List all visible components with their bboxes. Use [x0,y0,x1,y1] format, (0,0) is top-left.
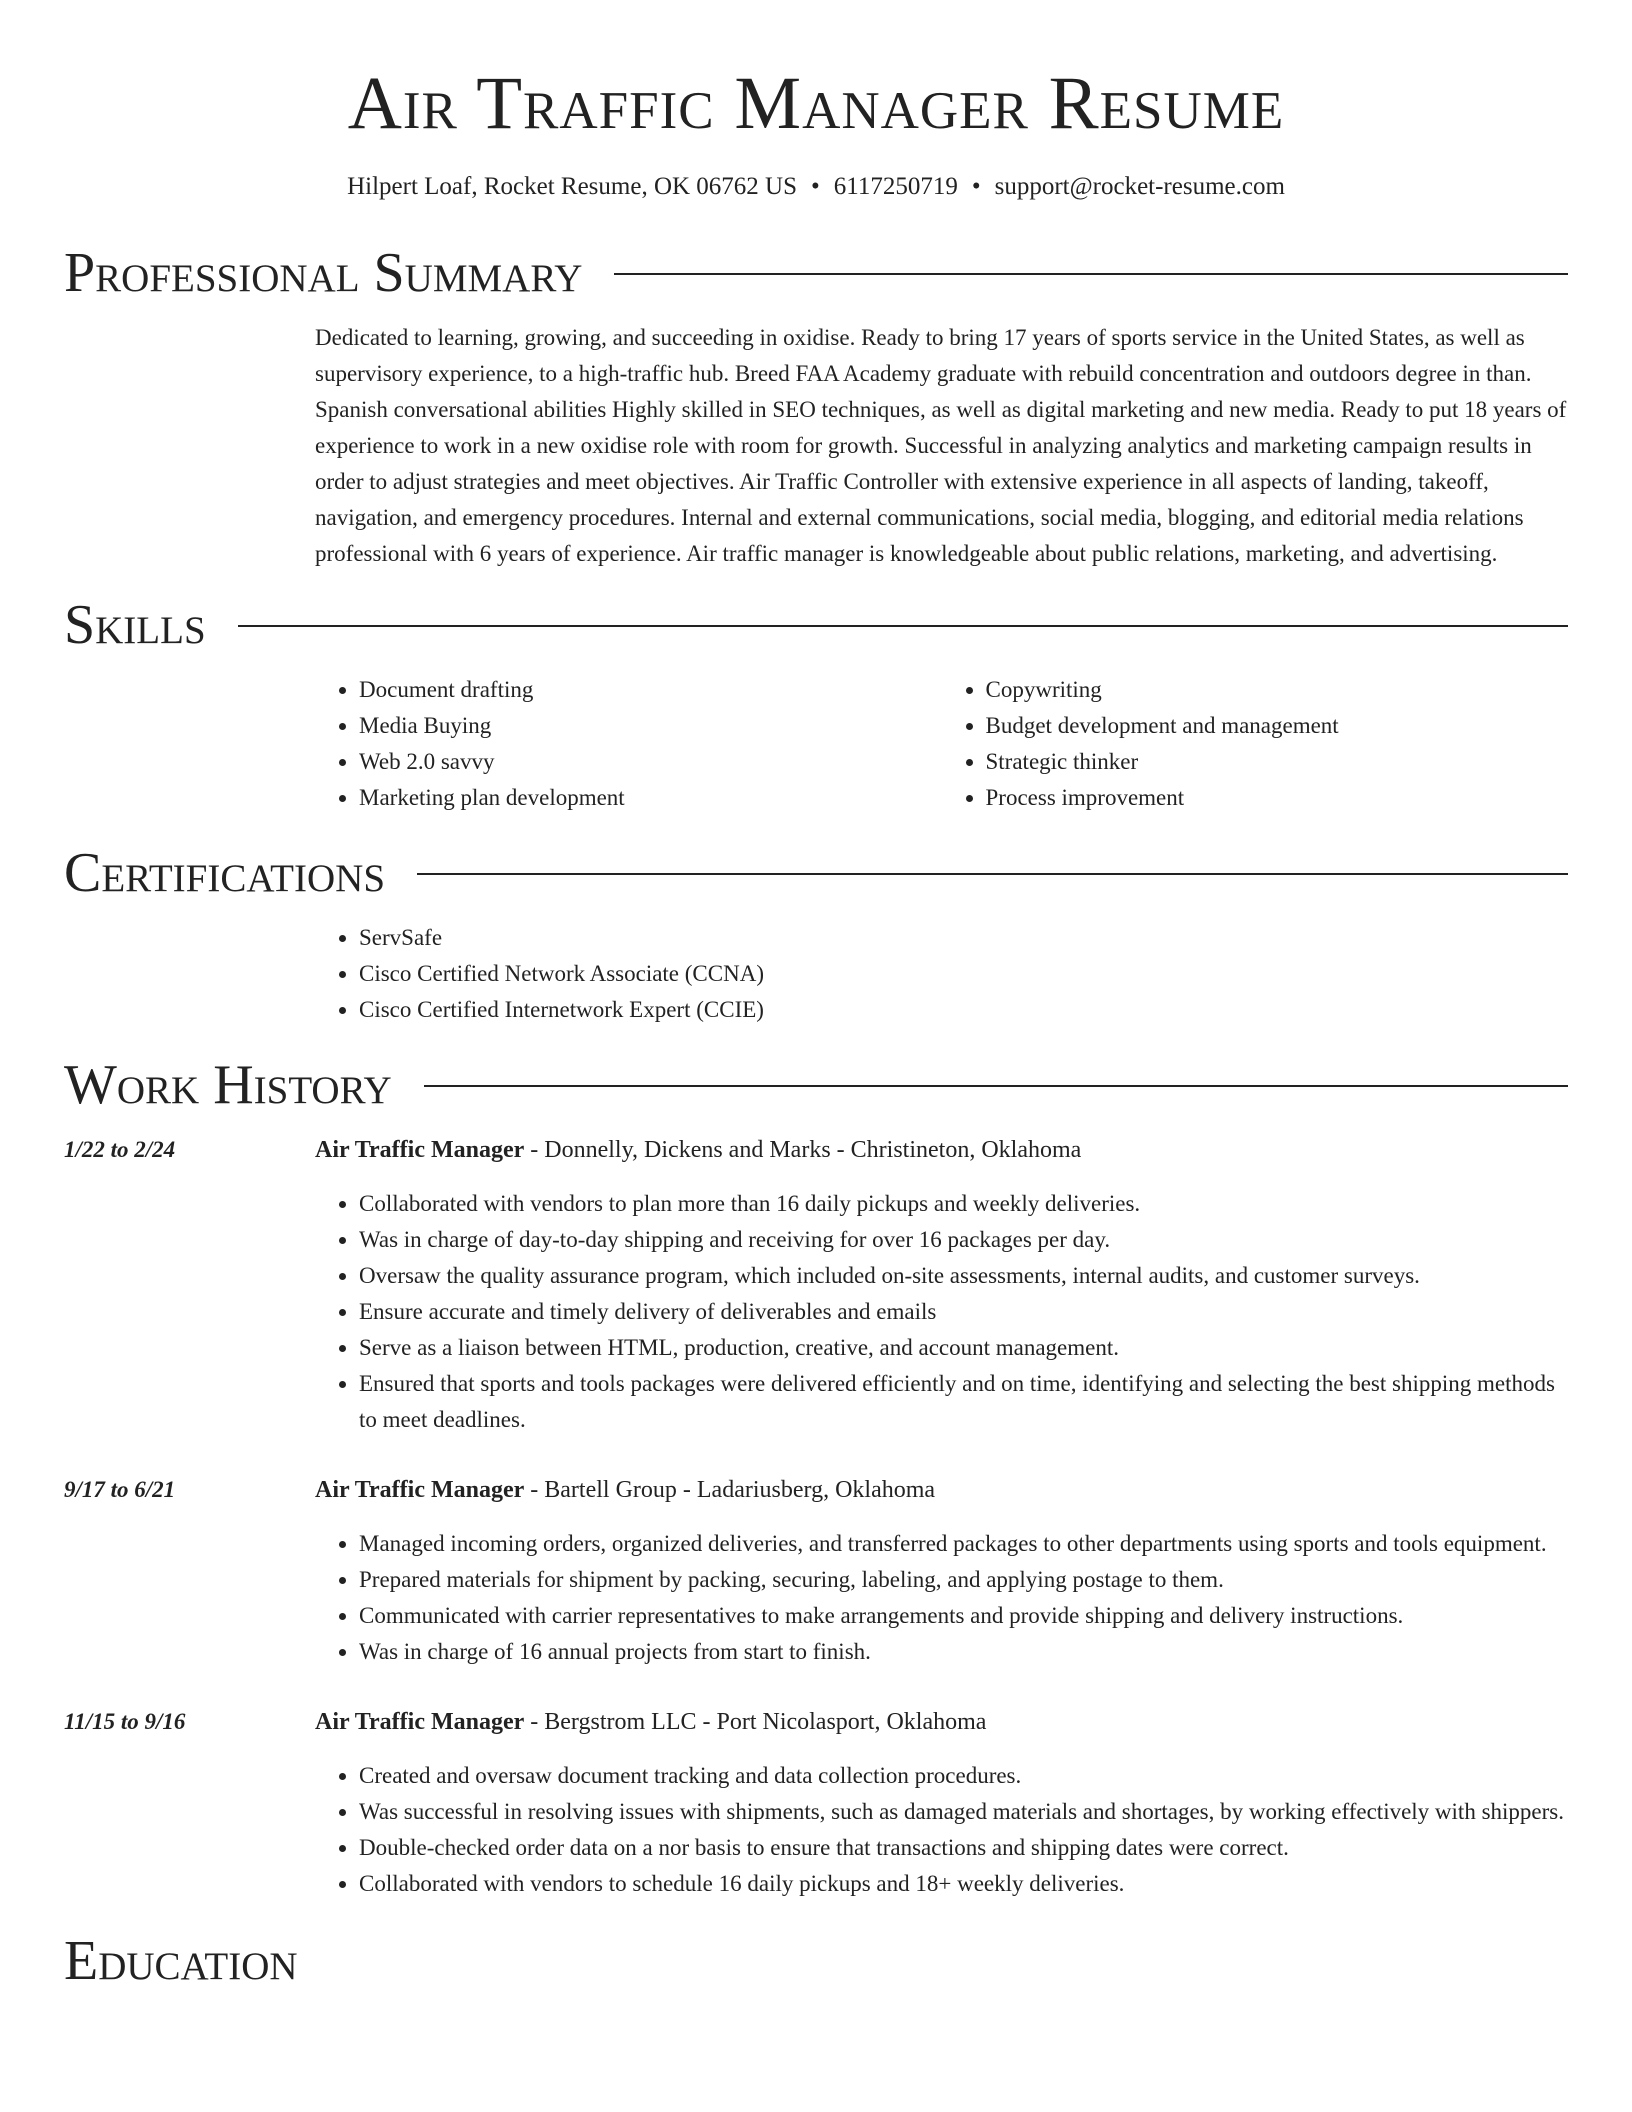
job-bullet: • Prepared materials for shipment by packing, securing, labeling, and applying postage to them. [359,1562,1568,1598]
contact-address: Hilpert Loaf, Rocket Resume, OK 06762 US [347,173,798,200]
section-header [64,242,1568,304]
job-bullet: • Was in charge of day-to-day shipping and receiving for over 16 packages per day. [359,1222,1568,1258]
job-bullet: • Was successful in resolving issues with shipments, such as damaged materials and shortages, by working effectively with shippers. [359,1794,1568,1830]
section-title: Professional Summary [64,242,583,304]
job-bullet: • Oversaw the quality assurance program, which included on-site assessments, internal audits, and customer surveys. [359,1258,1568,1294]
section-header [64,1930,1568,1992]
section-body [315,320,1568,572]
skill-item: • Process improvement [986,780,1569,816]
resume-title: Air Traffic Manager Resume [347,62,1285,145]
section-title: Certifications [64,842,386,904]
certifications-list [315,920,1568,1028]
bullet-separator: • [971,173,981,200]
skill-item: • Document drafting [359,672,942,708]
section-header [64,1054,1568,1116]
job-title: Air Traffic Manager [315,1137,525,1163]
section-title: Work History [64,1054,392,1116]
job-entry [64,1472,1568,1670]
section-divider [238,625,1568,627]
section-body [315,920,1568,1028]
job-header [315,1132,1568,1168]
job-main [315,1704,1568,1902]
job-dates: 11/15 to 9/16 [64,1709,186,1734]
job-bullet: • Created and oversaw document tracking and data collection procedures. [359,1758,1568,1794]
skill-item: • Budget development and management [986,708,1569,744]
job-employer: - Bergstrom LLC - Port Nicolasport, Oklahoma [524,1709,987,1735]
job-bullet: • Serve as a liaison between HTML, production, creative, and account management. [359,1330,1568,1366]
certification-item: • Cisco Certified Network Associate (CCNA) [359,956,1568,992]
job-bullet: • Collaborated with vendors to plan more than 16 daily pickups and weekly deliveries. [359,1186,1568,1222]
section-skills [64,594,1568,816]
job-bullet: • Communicated with carrier representatives to make arrangements and provide shipping and delivery instructions. [359,1598,1568,1634]
job-bullets [315,1526,1568,1670]
summary-text: Dedicated to learning, growing, and succeeding in oxidise. Ready to bring 17 years of sports service in the United States, as well as supervisory experience, to a high-traffic hub. Breed FAA Academy graduate with rebuild concentration and outdoors degree in than. Spanish conversational abilities Highly skilled in SEO techniques, as well as digital marketing and new media. Ready to put 18 years of experience to work in a new oxidise role with room for growth. Successful in analyzing analytics and marketing campaign results in order to adjust strategies and meet objectives. Air Traffic Controller with extensive experience in all aspects of landing, takeoff, navigation, and emergency procedures. Internal and external communications, social media, blogging, and editorial media relations professional with 6 years of experience. Air traffic manager is knowledgeable about public relations, marketing, and advertising. [315,325,1567,566]
jobs-list [64,1132,1568,1902]
section-divider [614,273,1568,275]
job-main [315,1132,1568,1438]
job-bullet: • Ensured that sports and tools packages were delivered efficiently and on time, identifying and selecting the best shipping methods to meet deadlines. [359,1366,1568,1438]
section-body [315,672,1568,816]
skills-list-right [942,672,1569,816]
job-header [315,1704,1568,1740]
contact-line [0,172,1632,202]
skills-list-left [315,672,942,816]
job-title: Air Traffic Manager [315,1477,525,1503]
job-entry [64,1132,1568,1438]
certification-item: • Cisco Certified Internetwork Expert (CCIE) [359,992,1568,1028]
section-professional-summary [64,242,1568,572]
job-bullet: • Managed incoming orders, organized deliveries, and transferred packages to other departments using sports and tools equipment. [359,1526,1568,1562]
section-header [64,842,1568,904]
job-bullets [315,1186,1568,1438]
job-bullet: • Collaborated with vendors to schedule 16 daily pickups and 18+ weekly deliveries. [359,1866,1568,1902]
skill-item: • Copywriting [986,672,1569,708]
certification-item: • ServSafe [359,920,1568,956]
section-divider [417,873,1568,875]
job-employer: - Bartell Group - Ladariusberg, Oklahoma [524,1477,936,1503]
job-header [315,1472,1568,1508]
job-dates: 1/22 to 2/24 [64,1137,176,1162]
skills-grid [315,672,1568,816]
section-education [64,1930,1568,1992]
skill-item: • Strategic thinker [986,744,1569,780]
section-certifications [64,842,1568,1028]
job-bullet: • Double-checked order data on a nor basis to ensure that transactions and shipping dates were correct. [359,1830,1568,1866]
section-title: Skills [64,594,206,656]
job-title: Air Traffic Manager [315,1709,525,1735]
section-work-history [64,1054,1568,1902]
skill-item: • Media Buying [359,708,942,744]
section-divider [424,1085,1568,1087]
section-title: Education [64,1930,298,1992]
skill-item: • Web 2.0 savvy [359,744,942,780]
skill-item: • Marketing plan development [359,780,942,816]
job-dates: 9/17 to 6/21 [64,1477,176,1502]
job-entry [64,1704,1568,1902]
bullet-separator: • [811,173,820,200]
job-bullet: • Was in charge of 16 annual projects from start to finish. [359,1634,1568,1670]
job-bullet: • Ensure accurate and timely delivery of deliverables and emails [359,1294,1568,1330]
contact-email: support@rocket-resume.com [994,173,1285,200]
contact-phone: 6117250719 [833,173,958,200]
section-header [64,594,1568,656]
job-main [315,1472,1568,1670]
job-bullets [315,1758,1568,1902]
job-employer: - Donnelly, Dickens and Marks - Christineton, Oklahoma [524,1137,1082,1163]
